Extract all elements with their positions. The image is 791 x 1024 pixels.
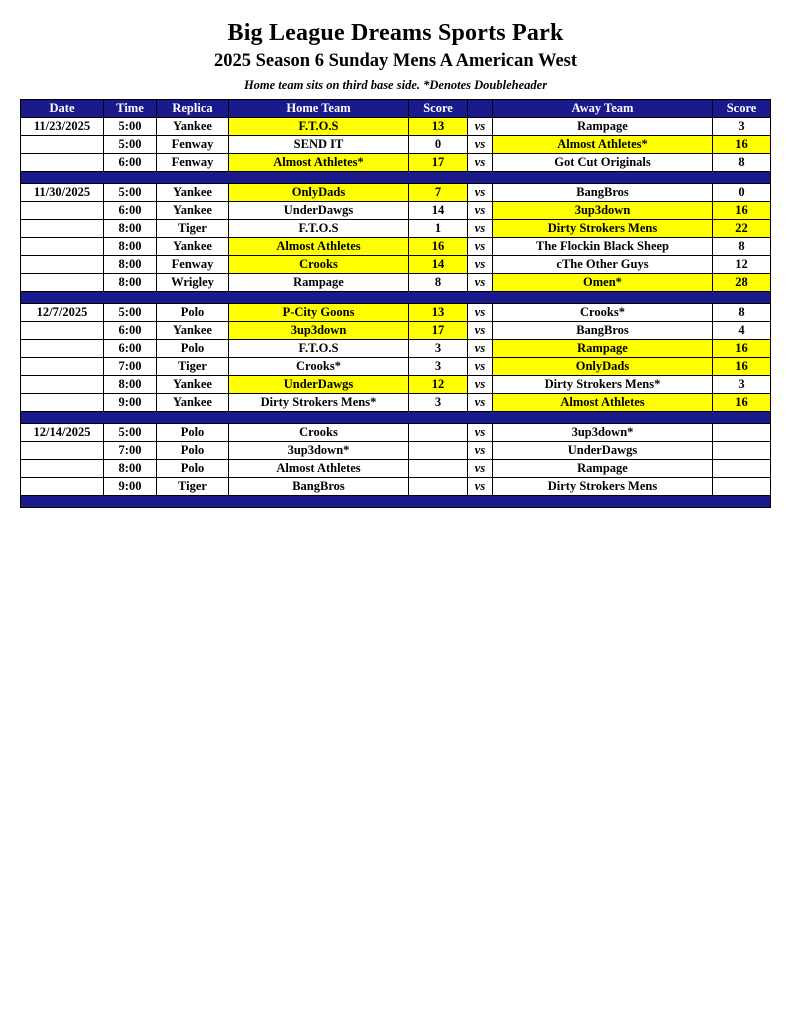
cell-replica: Polo bbox=[157, 304, 229, 322]
cell-replica: Yankee bbox=[157, 184, 229, 202]
week-separator-row bbox=[21, 496, 771, 508]
week-separator bbox=[21, 172, 771, 184]
cell-score_away: 4 bbox=[713, 322, 771, 340]
cell-home: Almost Athletes* bbox=[229, 154, 409, 172]
cell-away: 3up3down* bbox=[493, 424, 713, 442]
cell-home: Almost Athletes bbox=[229, 238, 409, 256]
cell-home: Almost Athletes bbox=[229, 460, 409, 478]
cell-score_home: 0 bbox=[409, 136, 468, 154]
cell-score_home: 3 bbox=[409, 394, 468, 412]
cell-date bbox=[21, 340, 104, 358]
cell-score_home: 3 bbox=[409, 340, 468, 358]
cell-replica: Yankee bbox=[157, 394, 229, 412]
cell-date bbox=[21, 460, 104, 478]
cell-date bbox=[21, 202, 104, 220]
table-header bbox=[21, 100, 771, 118]
cell-score_away: 12 bbox=[713, 256, 771, 274]
versus-label: vs bbox=[468, 220, 493, 238]
cell-home: BangBros bbox=[229, 478, 409, 496]
cell-date bbox=[21, 442, 104, 460]
cell-score_home bbox=[409, 442, 468, 460]
cell-date bbox=[21, 256, 104, 274]
cell-score_away bbox=[713, 478, 771, 496]
cell-score_away bbox=[713, 460, 771, 478]
cell-away: UnderDawgs bbox=[493, 442, 713, 460]
cell-replica: Yankee bbox=[157, 118, 229, 136]
cell-home: F.T.O.S bbox=[229, 118, 409, 136]
table-row bbox=[21, 136, 771, 154]
cell-score_away: 8 bbox=[713, 238, 771, 256]
column-header-away-team: Away Team bbox=[493, 100, 713, 118]
column-header-replica: Replica bbox=[157, 100, 229, 118]
cell-time: 9:00 bbox=[104, 394, 157, 412]
versus-label: vs bbox=[468, 118, 493, 136]
cell-time: 6:00 bbox=[104, 322, 157, 340]
cell-home: UnderDawgs bbox=[229, 202, 409, 220]
cell-time: 7:00 bbox=[104, 442, 157, 460]
table-row bbox=[21, 118, 771, 136]
cell-date bbox=[21, 322, 104, 340]
cell-score_away bbox=[713, 442, 771, 460]
cell-home: Crooks bbox=[229, 256, 409, 274]
cell-score_away: 16 bbox=[713, 202, 771, 220]
cell-score_away: 8 bbox=[713, 154, 771, 172]
cell-time: 7:00 bbox=[104, 358, 157, 376]
cell-replica: Yankee bbox=[157, 202, 229, 220]
cell-time: 8:00 bbox=[104, 274, 157, 292]
cell-score_home bbox=[409, 460, 468, 478]
cell-time: 5:00 bbox=[104, 304, 157, 322]
cell-away: Almost Athletes* bbox=[493, 136, 713, 154]
page-title: Big League Dreams Sports Park bbox=[227, 20, 564, 46]
cell-home: Crooks bbox=[229, 424, 409, 442]
versus-label: vs bbox=[468, 256, 493, 274]
versus-label: vs bbox=[468, 460, 493, 478]
cell-replica: Yankee bbox=[157, 322, 229, 340]
cell-date: 12/14/2025 bbox=[21, 424, 104, 442]
cell-score_away: 16 bbox=[713, 136, 771, 154]
cell-away: Crooks* bbox=[493, 304, 713, 322]
table-row bbox=[21, 376, 771, 394]
cell-away: Omen* bbox=[493, 274, 713, 292]
column-header-vs-spacer bbox=[468, 100, 493, 118]
cell-away: Almost Athletes bbox=[493, 394, 713, 412]
cell-home: Crooks* bbox=[229, 358, 409, 376]
table-row bbox=[21, 220, 771, 238]
cell-date: 11/23/2025 bbox=[21, 118, 104, 136]
schedule-table bbox=[20, 99, 771, 508]
cell-away: Dirty Strokers Mens bbox=[493, 220, 713, 238]
cell-date bbox=[21, 238, 104, 256]
cell-away: Got Cut Originals bbox=[493, 154, 713, 172]
cell-score_home: 12 bbox=[409, 376, 468, 394]
column-header-home-score: Score bbox=[409, 100, 468, 118]
cell-date bbox=[21, 358, 104, 376]
table-row bbox=[21, 274, 771, 292]
versus-label: vs bbox=[468, 478, 493, 496]
versus-label: vs bbox=[468, 304, 493, 322]
cell-home: Dirty Strokers Mens* bbox=[229, 394, 409, 412]
cell-score_home bbox=[409, 478, 468, 496]
cell-replica: Tiger bbox=[157, 358, 229, 376]
cell-replica: Fenway bbox=[157, 136, 229, 154]
cell-replica: Fenway bbox=[157, 256, 229, 274]
cell-date bbox=[21, 154, 104, 172]
versus-label: vs bbox=[468, 274, 493, 292]
cell-date bbox=[21, 220, 104, 238]
table-row bbox=[21, 322, 771, 340]
cell-replica: Wrigley bbox=[157, 274, 229, 292]
cell-time: 8:00 bbox=[104, 256, 157, 274]
cell-score_home: 7 bbox=[409, 184, 468, 202]
column-header-away-score: Score bbox=[713, 100, 771, 118]
cell-replica: Yankee bbox=[157, 376, 229, 394]
cell-replica: Polo bbox=[157, 442, 229, 460]
cell-time: 8:00 bbox=[104, 376, 157, 394]
cell-home: P-City Goons bbox=[229, 304, 409, 322]
cell-away: 3up3down bbox=[493, 202, 713, 220]
table-row bbox=[21, 304, 771, 322]
cell-replica: Tiger bbox=[157, 478, 229, 496]
page-subtitle: 2025 Season 6 Sunday Mens A American West bbox=[213, 51, 578, 71]
cell-date: 11/30/2025 bbox=[21, 184, 104, 202]
cell-time: 5:00 bbox=[104, 118, 157, 136]
versus-label: vs bbox=[468, 322, 493, 340]
week-separator-row bbox=[21, 172, 771, 184]
week-separator bbox=[21, 496, 771, 508]
cell-time: 6:00 bbox=[104, 340, 157, 358]
cell-time: 5:00 bbox=[104, 184, 157, 202]
cell-score_away: 16 bbox=[713, 358, 771, 376]
cell-replica: Polo bbox=[157, 460, 229, 478]
cell-away: Rampage bbox=[493, 118, 713, 136]
cell-score_home: 3 bbox=[409, 358, 468, 376]
cell-score_home: 16 bbox=[409, 238, 468, 256]
cell-score_home bbox=[409, 424, 468, 442]
versus-label: vs bbox=[468, 358, 493, 376]
cell-home: Rampage bbox=[229, 274, 409, 292]
cell-replica: Polo bbox=[157, 340, 229, 358]
cell-away: The Flockin Black Sheep bbox=[493, 238, 713, 256]
table-header-row bbox=[21, 100, 771, 118]
cell-away: Dirty Strokers Mens* bbox=[493, 376, 713, 394]
cell-score_away: 28 bbox=[713, 274, 771, 292]
cell-replica: Tiger bbox=[157, 220, 229, 238]
table-row bbox=[21, 238, 771, 256]
versus-label: vs bbox=[468, 184, 493, 202]
cell-score_home: 14 bbox=[409, 256, 468, 274]
cell-away: cThe Other Guys bbox=[493, 256, 713, 274]
cell-home: SEND IT bbox=[229, 136, 409, 154]
versus-label: vs bbox=[468, 394, 493, 412]
cell-score_away: 3 bbox=[713, 118, 771, 136]
column-header-time: Time bbox=[104, 100, 157, 118]
table-row bbox=[21, 256, 771, 274]
week-separator-row bbox=[21, 412, 771, 424]
cell-date bbox=[21, 394, 104, 412]
cell-score_away: 16 bbox=[713, 394, 771, 412]
cell-time: 8:00 bbox=[104, 460, 157, 478]
cell-away: OnlyDads bbox=[493, 358, 713, 376]
cell-score_away bbox=[713, 424, 771, 442]
cell-date bbox=[21, 376, 104, 394]
cell-time: 8:00 bbox=[104, 220, 157, 238]
cell-score_home: 14 bbox=[409, 202, 468, 220]
cell-away: Rampage bbox=[493, 340, 713, 358]
cell-time: 5:00 bbox=[104, 424, 157, 442]
table-body bbox=[21, 118, 771, 508]
table-row bbox=[21, 184, 771, 202]
cell-score_home: 13 bbox=[409, 118, 468, 136]
cell-replica: Fenway bbox=[157, 154, 229, 172]
cell-replica: Polo bbox=[157, 424, 229, 442]
cell-score_home: 13 bbox=[409, 304, 468, 322]
cell-score_away: 8 bbox=[713, 304, 771, 322]
cell-home: UnderDawgs bbox=[229, 376, 409, 394]
versus-label: vs bbox=[468, 340, 493, 358]
cell-time: 6:00 bbox=[104, 202, 157, 220]
cell-time: 9:00 bbox=[104, 478, 157, 496]
cell-score_away: 3 bbox=[713, 376, 771, 394]
week-separator bbox=[21, 292, 771, 304]
cell-home: F.T.O.S bbox=[229, 220, 409, 238]
table-row bbox=[21, 478, 771, 496]
table-row bbox=[21, 424, 771, 442]
versus-label: vs bbox=[468, 202, 493, 220]
week-separator bbox=[21, 412, 771, 424]
cell-home: F.T.O.S bbox=[229, 340, 409, 358]
versus-label: vs bbox=[468, 442, 493, 460]
table-row bbox=[21, 394, 771, 412]
cell-score_away: 16 bbox=[713, 340, 771, 358]
cell-away: BangBros bbox=[493, 184, 713, 202]
cell-score_home: 1 bbox=[409, 220, 468, 238]
cell-away: Dirty Strokers Mens bbox=[493, 478, 713, 496]
cell-replica: Yankee bbox=[157, 238, 229, 256]
cell-home: OnlyDads bbox=[229, 184, 409, 202]
cell-score_away: 22 bbox=[713, 220, 771, 238]
cell-date bbox=[21, 274, 104, 292]
cell-score_home: 17 bbox=[409, 322, 468, 340]
versus-label: vs bbox=[468, 154, 493, 172]
cell-score_away: 0 bbox=[713, 184, 771, 202]
versus-label: vs bbox=[468, 238, 493, 256]
versus-label: vs bbox=[468, 424, 493, 442]
table-row bbox=[21, 358, 771, 376]
week-separator-row bbox=[21, 292, 771, 304]
cell-home: 3up3down* bbox=[229, 442, 409, 460]
table-row bbox=[21, 202, 771, 220]
cell-home: 3up3down bbox=[229, 322, 409, 340]
cell-time: 5:00 bbox=[104, 136, 157, 154]
cell-away: Rampage bbox=[493, 460, 713, 478]
cell-date bbox=[21, 136, 104, 154]
column-header-home-team: Home Team bbox=[229, 100, 409, 118]
cell-away: BangBros bbox=[493, 322, 713, 340]
cell-score_home: 17 bbox=[409, 154, 468, 172]
table-row bbox=[21, 460, 771, 478]
table-row bbox=[21, 340, 771, 358]
cell-score_home: 8 bbox=[409, 274, 468, 292]
cell-date: 12/7/2025 bbox=[21, 304, 104, 322]
table-row bbox=[21, 442, 771, 460]
column-header-date: Date bbox=[21, 100, 104, 118]
cell-date bbox=[21, 478, 104, 496]
table-row bbox=[21, 154, 771, 172]
cell-time: 6:00 bbox=[104, 154, 157, 172]
versus-label: vs bbox=[468, 136, 493, 154]
versus-label: vs bbox=[468, 376, 493, 394]
cell-time: 8:00 bbox=[104, 238, 157, 256]
schedule-note: Home team sits on third base side. *Denotes Doubleheader bbox=[243, 78, 548, 92]
